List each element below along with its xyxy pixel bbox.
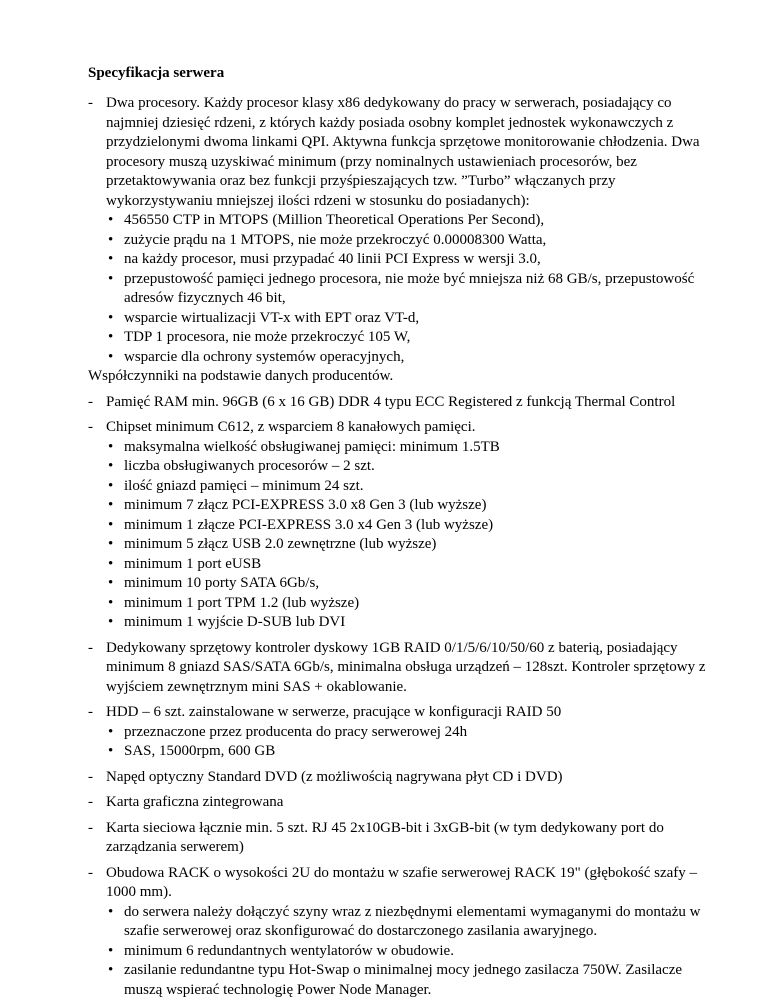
bullet-icon: • — [108, 212, 114, 228]
bullet-list — [106, 723, 708, 762]
bullet-icon: • — [108, 329, 114, 345]
bullet-text: przeznaczone przez producenta do pracy serwerowej 24h — [124, 723, 468, 740]
bullet-text: minimum 1 port eUSB — [124, 555, 262, 572]
bullet-icon: • — [108, 743, 114, 759]
bullet-text: do serwera należy dołączyć szyny wraz z niezbędnymi elementami wymaganymi do montażu w szafie serwerowej oraz skonfigurować do dostarczonego zasilania awaryjnego. — [124, 903, 701, 939]
spec-section — [88, 864, 708, 1001]
bullet-icon: • — [108, 962, 114, 978]
document-page — [88, 64, 708, 1006]
bullet-item — [106, 270, 708, 309]
dash-marker: - — [88, 704, 93, 720]
section-text: Pamięć RAM min. 96GB (6 x 16 GB) DDR 4 typu ECC Registered z funkcją Thermal Control — [106, 393, 676, 410]
bullet-text: minimum 5 złącz USB 2.0 zewnętrzne (lub wyższe) — [124, 536, 437, 552]
dash-marker: - — [88, 95, 93, 111]
bullet-icon: • — [108, 251, 114, 267]
bullet-icon: • — [108, 309, 114, 326]
bullet-item — [106, 555, 708, 575]
bullet-icon: • — [108, 438, 114, 455]
bullet-icon: • — [108, 270, 114, 287]
spec-section — [88, 639, 708, 698]
bullet-item — [106, 961, 708, 1000]
bullet-icon: • — [108, 516, 114, 533]
bullet-icon: • — [108, 348, 114, 365]
bullet-text: wsparcie wirtualizacji VT-x with EPT oraz VT-d, — [124, 309, 420, 326]
document-title: Specyfikacja serwera — [88, 65, 225, 81]
bullet-list — [106, 211, 708, 367]
spec-section — [88, 393, 708, 413]
bullet-list — [106, 438, 708, 633]
bullet-item — [106, 477, 708, 497]
bullet-icon: • — [108, 231, 114, 248]
bullet-item — [106, 231, 708, 251]
dash-marker: - — [88, 864, 93, 881]
spec-section — [88, 94, 708, 387]
bullet-text: minimum 1 wyjście D-SUB lub DVI — [124, 614, 346, 630]
bullet-text: minimum 1 port TPM 1.2 (lub wyższe) — [124, 594, 360, 611]
bullet-item — [106, 516, 708, 536]
bullet-icon: • — [108, 614, 114, 630]
bullet-icon: • — [108, 536, 114, 552]
bullet-item — [106, 328, 708, 348]
bullet-text: liczba obsługiwanych procesorów – 2 szt. — [124, 458, 375, 474]
bullet-icon: • — [108, 942, 114, 959]
spec-section — [88, 819, 708, 858]
bullet-text: SAS, 15000rpm, 600 GB — [124, 743, 276, 759]
bullet-icon: • — [108, 594, 114, 611]
bullet-text: maksymalna wielkość obsługiwanej pamięci: minimum 1.5TB — [124, 438, 500, 455]
bullet-item — [106, 496, 708, 516]
bullet-item — [106, 723, 708, 743]
section-text: Obudowa RACK o wysokości 2U do montażu w szafie serwerowej RACK 19" (głębokość szafy – 1000 mm). — [106, 864, 698, 900]
spec-sections — [88, 94, 708, 1000]
bullet-icon: • — [108, 458, 114, 474]
bullet-item — [106, 211, 708, 231]
bullet-text: ilość gniazd pamięci – minimum 24 szt. — [124, 477, 364, 494]
bullet-item — [106, 535, 708, 555]
bullet-text: TDP 1 procesora, nie może przekroczyć 105 W, — [124, 329, 411, 345]
spec-section — [88, 703, 708, 762]
section-text: Karta sieciowa łącznie min. 5 szt. RJ 45 2x10GB-bit i 3xGB-bit (w tym dedykowany port do zarządzania serwerem) — [106, 819, 664, 855]
section-text: Chipset minimum C612, z wsparciem 8 kanałowych pamięci. — [106, 419, 476, 435]
section-text: Karta graficzna zintegrowana — [106, 794, 284, 810]
spec-section — [88, 768, 708, 788]
bullet-text: minimum 1 złącze PCI-EXPRESS 3.0 x4 Gen 3 (lub wyższe) — [124, 516, 494, 533]
dash-marker: - — [88, 639, 93, 656]
bullet-item — [106, 742, 708, 762]
bullet-text: zasilanie redundantne typu Hot-Swap o minimalnej mocy jednego zasilacza 750W. Zasilacze muszą wspierać technologię Power Node Manager. — [124, 962, 683, 998]
bullet-icon: • — [108, 575, 114, 591]
dash-marker: - — [88, 393, 93, 410]
bullet-icon: • — [108, 477, 114, 494]
section-text: Dedykowany sprzętowy kontroler dyskowy 1GB RAID 0/1/5/6/10/50/60 z baterią, posiadający minimum 8 gniazd SAS/SATA 6Gb/s, minimalna obsługa urządzeń – 128szt. Kontroler sprzętowy z wyjściem zewnętrznym mini SAS + okablowanie. — [106, 639, 706, 695]
bullet-text: wsparcie dla ochrony systemów operacyjnych, — [124, 348, 405, 365]
bullet-item — [106, 942, 708, 962]
section-text: Napęd optyczny Standard DVD (z możliwością nagrywana płyt CD i DVD) — [106, 768, 563, 785]
bullet-item — [106, 438, 708, 458]
section-text: Dwa procesory. Każdy procesor klasy x86 dedykowany do pracy w serwerach, posiadający co najmniej dziesięć rdzeni, z których każdy posiada osobny komplet jednostek wykonawczych z przydzielonymi dwoma linkami QPI. Aktywna funkcja sprzętowe monitorowanie chłodzenia. Dwa procesory muszą uzyskiwać minimum (przy nominalnych ustawieniach procesorów, bez przetaktowywania oraz bez funkcji przyśpieszających tzw. ”Turbo” włączanych przy wykorzystywaniu mniejszej ilości rdzeni w stosunku do posiadanych): — [106, 95, 700, 209]
dash-marker: - — [88, 419, 93, 435]
bullet-text: na każdy procesor, musi przypadać 40 linii PCI Express w wersji 3.0, — [124, 251, 541, 267]
bullet-list — [106, 903, 708, 1001]
bullet-text: zużycie prądu na 1 MTOPS, nie może przekroczyć 0.00008300 Watta, — [124, 231, 547, 248]
dash-marker: - — [88, 768, 93, 785]
bullet-item — [106, 309, 708, 329]
bullet-icon: • — [108, 497, 114, 513]
bullet-text: minimum 7 złącz PCI-EXPRESS 3.0 x8 Gen 3 (lub wyższe) — [124, 497, 487, 513]
bullet-icon: • — [108, 555, 114, 572]
spec-section — [88, 418, 708, 633]
bullet-text: minimum 6 redundantnych wentylatorów w obudowie. — [124, 942, 454, 959]
bullet-text: 456550 CTP in MTOPS (Million Theoretical Operations Per Second), — [124, 212, 545, 228]
bullet-text: minimum 10 porty SATA 6Gb/s, — [124, 575, 320, 591]
bullet-icon: • — [108, 723, 114, 740]
bullet-item — [106, 594, 708, 614]
bullet-icon: • — [108, 903, 114, 920]
dash-marker: - — [88, 794, 93, 810]
bullet-item — [106, 457, 708, 477]
spec-section — [88, 793, 708, 813]
section-note: Współczynniki na podstawie danych producentów. — [88, 368, 394, 384]
bullet-item — [106, 903, 708, 942]
bullet-item — [106, 613, 708, 633]
section-text: HDD – 6 szt. zainstalowane w serwerze, pracujące w konfiguracji RAID 50 — [106, 704, 562, 720]
bullet-text: przepustowość pamięci jednego procesora, nie może być mniejsza niż 68 GB/s, przepustowość adresów fizycznych 46 bit, — [124, 270, 695, 306]
bullet-item — [106, 250, 708, 270]
dash-marker: - — [88, 819, 93, 836]
bullet-item — [106, 574, 708, 594]
bullet-item — [106, 348, 708, 368]
